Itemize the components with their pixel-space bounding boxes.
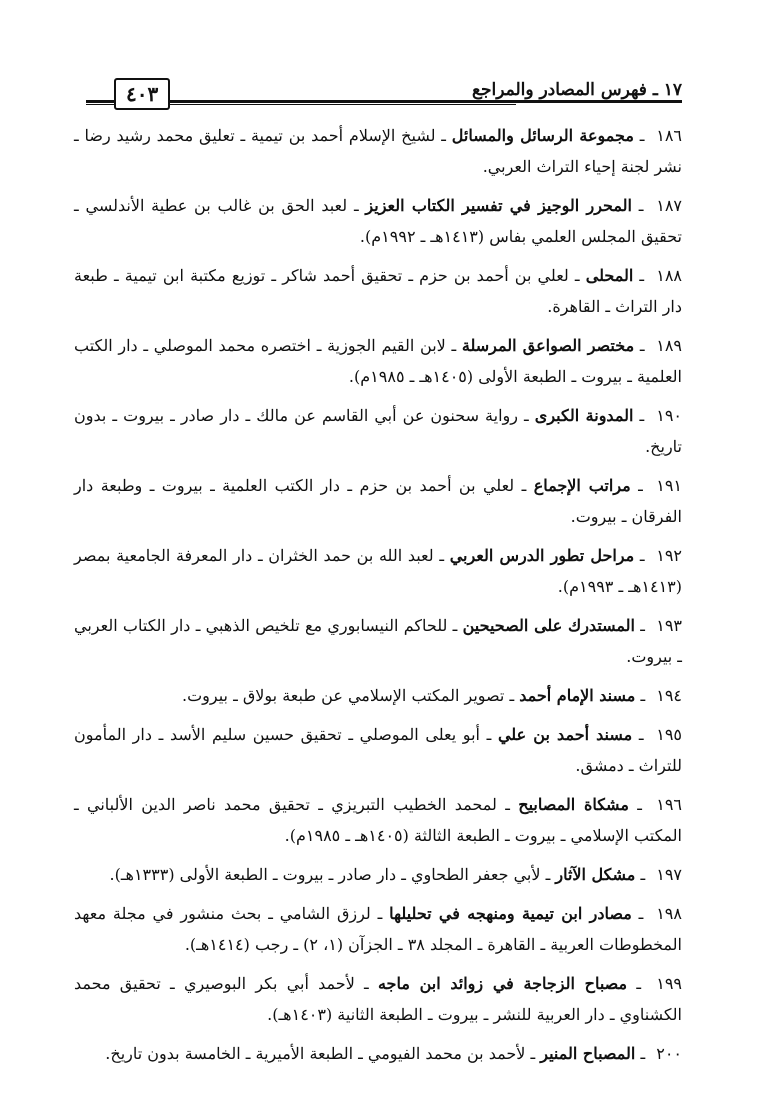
entry-number: ١٩٧ <box>656 865 682 884</box>
entry-details: ـ لشيخ الإسلام أحمد بن تيمية ـ تعليق محمد رشيد رضا ـ نشر لجنة إحياء التراث العربي. <box>74 126 682 176</box>
entry-title: مراحل تطور الدرس العربي <box>449 546 635 565</box>
reference-entry: ١٨٦ ـ مجموعة الرسائل والمسائل ـ لشيخ الإسلام أحمد بن تيمية ـ تعليق محمد رشيد رضا ـ نشر لجنة إحياء التراث العربي. <box>74 126 683 176</box>
entry-title: مصباح الزجاجة في زوائد ابن ماجه <box>377 974 628 993</box>
entry-number: ١٨٦ <box>656 126 683 145</box>
reference-entry: ١٩٥ ـ مسند أحمد بن علي ـ أبو يعلى الموصلي ـ تحقيق حسين سليم الأسد ـ دار المأمون للتراث ـ دمشق. <box>74 725 682 775</box>
header-rule <box>86 100 682 103</box>
entry-number: ١٩٣ <box>656 616 683 635</box>
entry-details: ـ لرزق الشامي ـ بحث منشور في مجلة معهد المخطوطات العربية ـ القاهرة ـ المجلد ٣٨ ـ الجزآن (١، ٢) ـ رجب (١٤١٤هـ). <box>74 904 682 954</box>
entry-number: ١٩٩ <box>656 974 683 993</box>
entry-title: المستدرك على الصحيحين <box>462 616 635 635</box>
entry-number: ١٩٢ <box>656 546 683 565</box>
page-header <box>86 74 682 114</box>
entry-title: المدونة الكبرى <box>534 406 634 425</box>
reference-entry: ١٨٩ ـ مختصر الصواعق المرسلة ـ لابن القيم الجوزية ـ اختصره محمد الموصلي ـ دار الكتب العلمية ـ بيروت ـ الطبعة الأولى (١٤٠٥هـ ـ ١٩٨٥م). <box>74 336 682 386</box>
entry-details: ـ لابن القيم الجوزية ـ اختصره محمد الموصلي ـ دار الكتب العلمية ـ بيروت ـ الطبعة الأولى (١٤٠٥هـ ـ ١٩٨٥م). <box>74 336 682 386</box>
entry-number: ١٨٧ <box>656 196 682 215</box>
entry-number: ١٩٦ <box>656 795 683 814</box>
entry-title: مصادر ابن تيمية ومنهجه في تحليلها <box>389 904 632 923</box>
entry-details: ـ أبو يعلى الموصلي ـ تحقيق حسين سليم الأسد ـ دار المأمون للتراث ـ دمشق. <box>74 725 682 775</box>
reference-entry: ١٨٧ ـ المحرر الوجيز في تفسير الكتاب العزيز ـ لعبد الحق بن غالب بن عطية الأندلسي ـ تحقيق المجلس العلمي بفاس (١٤١٣هـ ـ ١٩٩٢م). <box>74 196 682 246</box>
chapter-title: ١٧ ـ فهرس المصادر والمراجع <box>471 80 682 100</box>
entry-number: ١٨٨ <box>656 266 683 285</box>
reference-entry: ١٩٨ ـ مصادر ابن تيمية ومنهجه في تحليلها ـ لرزق الشامي ـ بحث منشور في مجلة معهد المخطوطات العربية ـ القاهرة ـ المجلد ٣٨ ـ الجزآن (١، ٢) ـ رجب (١٤١٤هـ). <box>74 904 682 954</box>
reference-entry: ١٩٧ ـ مشكل الآثار ـ لأبي جعفر الطحاوي ـ دار صادر ـ بيروت ـ الطبعة الأولى (١٣٣٣هـ). <box>109 865 682 884</box>
entry-details: ـ لعبد الله بن حمد الخثران ـ دار المعرفة الجامعية بمصر (١٤١٣هـ ـ ١٩٩٣م). <box>74 546 682 596</box>
entry-number: ١٩١ <box>656 476 682 495</box>
entry-title: مسند أحمد بن علي <box>497 725 633 744</box>
entry-details: ـ لأحمد أبي بكر البوصيري ـ تحقيق محمد الكشناوي ـ دار العربية للنشر ـ بيروت ـ الطبعة الثانية (١٤٠٣هـ). <box>74 974 682 1024</box>
references-list <box>74 120 682 1077</box>
reference-entry: ١٨٨ ـ المحلى ـ لعلي بن أحمد بن حزم ـ تحقيق أحمد شاكر ـ توزيع مكتبة ابن تيمية ـ طبعة دار التراث ـ القاهرة. <box>74 266 683 316</box>
entry-title: المصباح المنير <box>540 1044 636 1063</box>
reference-entry: ١٩١ ـ مراتب الإجماع ـ لعلي بن أحمد بن حزم ـ دار الكتب العلمية ـ بيروت ـ وطبعة دار الفرقان ـ بيروت. <box>74 476 682 526</box>
entry-details: ـ لعلي بن أحمد بن حزم ـ دار الكتب العلمية ـ بيروت ـ وطبعة دار الفرقان ـ بيروت. <box>74 476 682 526</box>
entry-title: مشكاة المصابيح <box>518 795 629 814</box>
entry-details: ـ للحاكم النيسابوري مع تلخيص الذهبي ـ دار الكتاب العربي ـ بيروت. <box>74 616 682 666</box>
entry-title: المحرر الوجيز في تفسير الكتاب العزيز <box>365 196 632 215</box>
reference-entry: ١٩٢ ـ مراحل تطور الدرس العربي ـ لعبد الله بن حمد الخثران ـ دار المعرفة الجامعية بمصر (١٤١٣هـ ـ ١٩٩٣م). <box>74 546 683 596</box>
entry-title: مختصر الصواعق المرسلة <box>461 336 635 355</box>
reference-entry: ١٩٦ ـ مشكاة المصابيح ـ لمحمد الخطيب التبريزي ـ تحقيق محمد ناصر الدين الألباني ـ المكتب الإسلامي ـ بيروت ـ الطبعة الثالثة (١٤٠٥هـ ـ ١٩٨٥م). <box>74 795 683 845</box>
entry-title: مجموعة الرسائل والمسائل <box>451 126 634 145</box>
entry-details: ـ لأحمد بن محمد الفيومي ـ الطبعة الأميرية ـ الخامسة بدون تاريخ. <box>105 1044 536 1063</box>
entry-title: مشكل الآثار <box>555 865 636 884</box>
entry-title: مراتب الإجماع <box>533 476 631 495</box>
entry-details: ـ تصوير المكتب الإسلامي عن طبعة بولاق ـ بيروت. <box>182 686 515 705</box>
page-number: ٤٠٣ <box>114 78 170 110</box>
reference-entry: ١٩٠ ـ المدونة الكبرى ـ رواية سحنون عن أبي القاسم عن مالك ـ دار صادر ـ بيروت ـ بدون تاريخ. <box>74 406 682 456</box>
entry-number: ٢٠٠ <box>656 1044 682 1063</box>
entry-details: ـ رواية سحنون عن أبي القاسم عن مالك ـ دار صادر ـ بيروت ـ بدون تاريخ. <box>74 406 682 456</box>
entry-number: ١٨٩ <box>656 336 682 355</box>
entry-details: ـ لعلي بن أحمد بن حزم ـ تحقيق أحمد شاكر ـ توزيع مكتبة ابن تيمية ـ طبعة دار التراث ـ القاهرة. <box>74 266 682 316</box>
entry-details: ـ لعبد الحق بن غالب بن عطية الأندلسي ـ تحقيق المجلس العلمي بفاس (١٤١٣هـ ـ ١٩٩٢م). <box>74 196 682 246</box>
entry-title: مسند الإمام أحمد <box>519 686 636 705</box>
reference-entry: ٢٠٠ ـ المصباح المنير ـ لأحمد بن محمد الفيومي ـ الطبعة الأميرية ـ الخامسة بدون تاريخ. <box>105 1044 682 1063</box>
reference-entry: ١٩٤ ـ مسند الإمام أحمد ـ تصوير المكتب الإسلامي عن طبعة بولاق ـ بيروت. <box>182 686 682 705</box>
entry-title: المحلى <box>585 266 634 285</box>
reference-entry: ١٩٣ ـ المستدرك على الصحيحين ـ للحاكم النيسابوري مع تلخيص الذهبي ـ دار الكتاب العربي ـ بيروت. <box>74 616 683 666</box>
entry-number: ١٩٤ <box>656 686 682 705</box>
entry-number: ١٩٨ <box>656 904 682 923</box>
reference-entry: ١٩٩ ـ مصباح الزجاجة في زوائد ابن ماجه ـ لأحمد أبي بكر البوصيري ـ تحقيق محمد الكشناوي ـ دار العربية للنشر ـ بيروت ـ الطبعة الثانية (١٤٠٣هـ). <box>74 974 683 1024</box>
entry-number: ١٩٠ <box>656 406 682 425</box>
entry-details: ـ لمحمد الخطيب التبريزي ـ تحقيق محمد ناصر الدين الألباني ـ المكتب الإسلامي ـ بيروت ـ الطبعة الثالثة (١٤٠٥هـ ـ ١٩٨٥م). <box>74 795 682 845</box>
entry-number: ١٩٥ <box>656 725 682 744</box>
entry-details: ـ لأبي جعفر الطحاوي ـ دار صادر ـ بيروت ـ الطبعة الأولى (١٣٣٣هـ). <box>109 865 551 884</box>
